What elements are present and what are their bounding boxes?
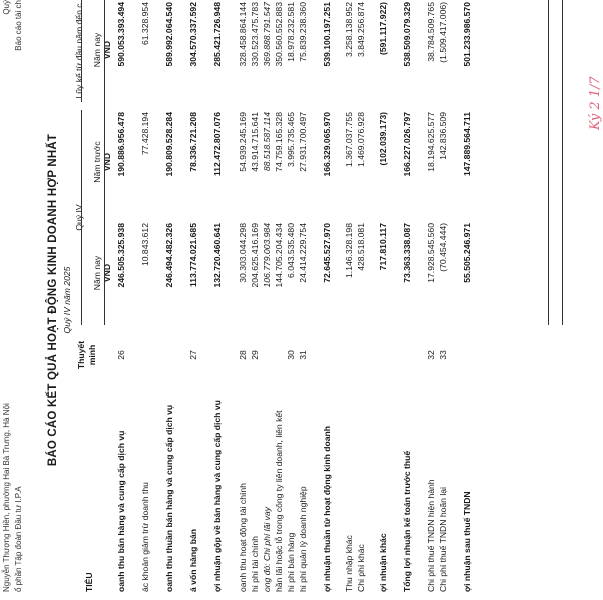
row-16-label: Tổng lợi nhuận kế toán trước thuế: [402, 450, 412, 592]
row-5-q4-last: 112.472.807.076: [212, 112, 222, 177]
row-11-label: hi phí quản lý doanh nghiệp: [298, 486, 308, 592]
row-12-q4-this: 72.645.527.970: [322, 223, 332, 283]
row-13-q4-this: 1.146.328.198: [344, 223, 354, 278]
row-1-q4-this: 246.505.325.938: [116, 223, 126, 288]
row-7-label: hi phí tài chính: [250, 536, 260, 592]
row-11-q4-last: 27.931.700.497: [298, 112, 308, 172]
col-group-ytd: Lũy kế từ đầu năm đến c: [74, 3, 84, 99]
row-19-q4-last: 147.889.564.711: [462, 112, 472, 177]
net-profit-rule-bottom: [562, 0, 563, 325]
col-header-note-2: minh: [87, 344, 97, 366]
row-8-q4-this: 106.779.003.984: [262, 223, 272, 288]
report-period-short: Quý: [2, 0, 11, 15]
row-8-ytd-this: 369.888.791.547: [262, 2, 272, 67]
header-bottom-rule: [104, 0, 105, 325]
row-4-q4-this: 113.774.021.685: [188, 223, 198, 288]
row-2-ytd-this: 61.328.954: [140, 2, 150, 46]
col-header-note-1: Thuyết: [76, 340, 86, 370]
row-14-q4-this: 428.518.081: [356, 223, 366, 271]
row-12-q4-last: 166.329.065.970: [322, 112, 332, 177]
row-6-ytd-this: 328.458.864.144: [238, 2, 248, 67]
row-17-q4-this: 17.928.545.560: [426, 223, 436, 283]
company-name: ổ phần Tập đoàn Đầu tư I.P.A: [14, 486, 23, 592]
row-15-q4-last: (102.039.173): [378, 112, 388, 166]
row-10-q4-last: 3.995.735.465: [286, 112, 296, 167]
col-group-q4-rule: [81, 110, 82, 325]
row-16-q4-this: 73.363.338.087: [402, 223, 412, 283]
row-18-q4-last: 142.836.509: [438, 112, 448, 160]
row-15-q4-this: 717.810.117: [378, 223, 388, 271]
row-19-label: ợi nhuận sau thuế TNDN: [462, 491, 472, 592]
row-12-ytd-this: 539.100.197.251: [322, 2, 332, 67]
row-3-q4-this: 246.494.482.326: [164, 223, 174, 288]
row-9-q4-last: 74.759.165.328: [274, 112, 284, 172]
row-3-q4-last: 190.809.528.284: [164, 112, 174, 177]
row-16-q4-last: 166.227.026.797: [402, 112, 412, 177]
row-1-label: oanh thu bán hàng và cung cấp dịch vụ: [116, 430, 126, 592]
row-13-q4-last: 1.367.037.755: [344, 112, 354, 167]
row-16-ytd-this: 538.509.079.329: [402, 2, 412, 67]
row-15-label: ợi nhuận khác: [378, 533, 388, 592]
row-17-q4-last: 18.194.625.577: [426, 112, 436, 172]
row-4-note: 27: [188, 350, 198, 360]
row-1-ytd-this: 590.053.393.494: [116, 2, 126, 67]
report-subtitle: Quý IV năm 2025: [62, 266, 72, 334]
row-8-q4-last: 88.518.587.114: [262, 112, 272, 172]
row-17-ytd-this: 38.784.509.765: [426, 2, 436, 62]
row-11-note: 31: [298, 350, 308, 360]
row-10-label: hi phí bán hàng: [286, 532, 296, 592]
row-10-q4-this: 6.043.535.480: [286, 223, 296, 278]
row-6-label: oanh thu hoạt động tài chính: [238, 483, 248, 592]
col-group-q4: Quý IV: [74, 204, 84, 231]
row-14-ytd-this: 3.849.256.874: [356, 2, 366, 57]
row-13-label: Thu nhập khác: [344, 535, 354, 592]
row-19-q4-this: 55.505.246.971: [462, 223, 472, 283]
row-1-q4-last: 190.886.956.478: [116, 112, 126, 177]
col-header-item: TIÊU: [84, 572, 94, 592]
row-18-ytd-this: (1.509.417.006): [438, 2, 448, 63]
col-header-q4-last: Năm trước: [92, 141, 102, 183]
row-13-ytd-this: 3.258.138.952: [344, 2, 354, 57]
row-3-ytd-this: 589.992.064.540: [164, 2, 174, 67]
row-18-q4-this: (70.454.444): [438, 223, 448, 272]
row-5-q4-this: 132.720.460.641: [212, 223, 222, 288]
row-10-note: 30: [286, 350, 296, 360]
row-9-q4-this: 144.705.204.434: [274, 223, 284, 288]
row-7-q4-last: 43.914.715.641: [250, 112, 260, 172]
row-7-ytd-this: 330.523.475.783: [250, 2, 260, 67]
col-header-q4-this: Năm nay: [92, 255, 102, 291]
row-11-ytd-this: 75.839.238.360: [298, 2, 308, 62]
row-5-label: ợi nhuận gộp về bán hàng và cung cấp dịch vụ: [212, 400, 222, 592]
col-header-q4-this-currency: VND: [102, 263, 112, 283]
row-2-q4-last: 77.428.194: [140, 112, 150, 156]
row-17-label: Chi phí thuế TNDN hiện hành: [426, 479, 436, 592]
signature-mark: Ký 2 1/7: [588, 76, 603, 130]
report-title: BÁO CÁO KẾT QUẢ HOẠT ĐỘNG KINH DOANH HỢP NHẤT: [47, 133, 59, 467]
row-19-ytd-this: 501.233.986.570: [462, 2, 472, 67]
row-18-label: Chi phí thuế TNDN hoãn lại: [438, 487, 448, 592]
row-15-ytd-this: (591.117.922): [378, 2, 388, 56]
row-11-q4-this: 24.414.229.754: [298, 223, 308, 283]
row-9-ytd-this: 350.560.552.883: [274, 2, 284, 67]
row-5-ytd-this: 285.421.726.948: [212, 2, 222, 67]
row-14-q4-last: 1.469.076.928: [356, 112, 366, 167]
col-group-ytd-rule: [81, 0, 82, 102]
row-6-q4-last: 54.939.245.169: [238, 112, 248, 172]
row-18-note: 33: [438, 350, 448, 360]
company-address: Nguyễn Thượng Hiền, phường Hai Bà Trưng, Hà Nội: [2, 403, 11, 592]
row-3-label: oanh thu thuần bán hàng và cung cấp dịch vụ: [164, 404, 174, 592]
col-header-q4-last-currency: VND: [102, 152, 112, 172]
net-profit-rule-top: [548, 0, 549, 325]
row-17-note: 32: [426, 350, 436, 360]
row-4-label: á vốn hàng bán: [188, 528, 198, 592]
row-6-q4-this: 30.303.044.298: [238, 223, 248, 283]
row-2-label: ác khoản giảm trừ doanh thu: [140, 482, 150, 592]
row-10-ytd-this: 18.978.232.581: [286, 2, 296, 62]
row-8-label: ong đó: Chi phí lãi vay: [262, 506, 272, 592]
row-7-note: 29: [250, 350, 260, 360]
row-9-label: hần lãi hoặc lỗ trong công ty liên doanh, liên kết: [274, 410, 284, 592]
row-4-q4-last: 78.336.721.208: [188, 112, 198, 172]
col-header-ytd-this: Năm nay: [92, 32, 102, 68]
report-type: Báo cáo tài ch: [14, 0, 23, 51]
row-14-label: Chi phí khác: [356, 544, 366, 592]
row-6-note: 28: [238, 350, 248, 360]
row-12-label: ợi nhuận thuần từ hoạt động kinh doanh: [322, 425, 332, 592]
col-header-ytd-this-currency: VND: [102, 40, 112, 60]
row-2-q4-this: 10.843.612: [140, 223, 150, 267]
row-7-q4-this: 204.625.416.169: [250, 223, 260, 288]
row-1-note: 26: [116, 350, 126, 360]
row-4-ytd-this: 304.570.337.592: [188, 2, 198, 67]
